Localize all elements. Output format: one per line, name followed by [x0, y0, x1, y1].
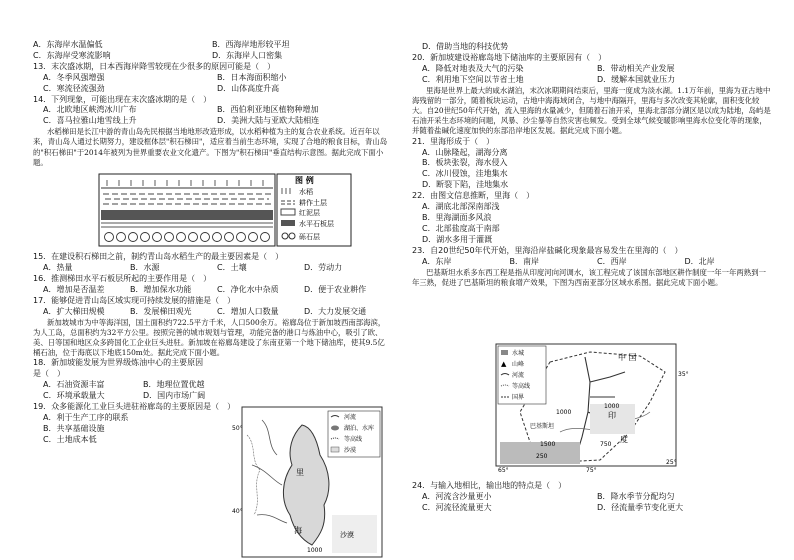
q17-stem: 17．能够促进青山岛区域实现可持续发展的措施是（ ）: [33, 295, 236, 305]
q21-option-b[interactable]: B．板块张裂，海水侵入: [422, 158, 508, 168]
q15-options: [33, 263, 391, 274]
passage-caspian: 里海是世界上最大的咸水湖泊，末次冰期期间结束后，里海一度成为淡水湖。1.1万年前，里海为亚古地中海残留的一部分，随着板块运动，古地中海海域闭合，与地中海隔开，里海与多次改变其轮廓，面积变化较大。自20世纪50年代开始，流入里海的水量减少，但随着石油开采，里海北部部分湖区是以成为陆地，岛屿是石油开采生态环境的问题，风暴、沙尘暴等自然灾害也频发。受到全球气候变暖影响里海水位变化等的现象，并随着盐碱化速度加快的东部沿岸地区发展。据此完成下面小题。: [412, 85, 771, 136]
q16-stem: 16．推测梯田水平石板层所起的主要作用是（ ）: [33, 273, 212, 283]
right-column: [412, 0, 772, 288]
label-china: 中 国: [618, 353, 637, 362]
q18-option-d[interactable]: D．国内市场广阔: [143, 391, 206, 401]
q12-option-c[interactable]: C．东海岸受寒流影响: [33, 50, 111, 60]
pk-legend-peak: 山峰: [512, 361, 525, 368]
q22-option-a[interactable]: A．湖底北部深南部浅: [422, 202, 500, 212]
q13-stem: 13．末次盛冰期，日本西海岸降雪较现在少很多的原因可能是（ ）: [33, 61, 276, 71]
q24-option-a[interactable]: A．河流含沙量更小: [422, 491, 492, 501]
q13-option-c[interactable]: C．寒流径流强劲: [43, 83, 105, 93]
q20-option-d[interactable]: D．缓解本国就业压力: [597, 74, 676, 84]
contour-1000-label: 1000: [307, 547, 323, 554]
q18-stem: 18．新加坡能发展为世界级炼油中心的主要原因: [33, 358, 204, 368]
q15-option-d[interactable]: D．劳动力: [304, 262, 343, 272]
q21-option-c[interactable]: C．冰川侵蚀，洼地集水: [422, 169, 508, 179]
svg-text:▲: ▲: [501, 360, 507, 368]
lat-50-label: 50°: [232, 425, 243, 432]
q23-stem: 23．自20世纪50年代开始，里海沿岸盐碱化现象最容易发生在里海的（ ）: [412, 245, 683, 255]
q22-option-c[interactable]: C．北部盐度高于南部: [422, 223, 500, 233]
label-1000b: 1000: [556, 409, 572, 416]
q16-option-c[interactable]: C．净化水中杂质: [217, 284, 279, 294]
q18-stem-cont: 是（ ）: [33, 369, 65, 379]
legend-topsoil: 耕作土层: [299, 199, 327, 208]
q13-options-row2: [33, 84, 391, 95]
q15-option-b[interactable]: B．水源: [130, 262, 160, 272]
q13-option-d[interactable]: D．山体高度升高: [217, 83, 280, 93]
q16-option-b[interactable]: B．增加保水功能: [130, 284, 192, 294]
q24-options: [412, 492, 772, 503]
caspian-sea-label-2: 海: [294, 526, 302, 535]
q23-option-a[interactable]: A．东岸: [422, 256, 452, 266]
q22-option-b[interactable]: B．里海湖面多风浪: [422, 212, 492, 222]
q12-options-row2: [33, 51, 391, 62]
q12-option-b[interactable]: B．西海岸地形较平坦: [212, 40, 290, 49]
q20-option-a[interactable]: A．降低对地表及大气的污染: [422, 63, 524, 73]
q19-option-d[interactable]: D．借助当地的科技优势: [422, 42, 509, 51]
q13-options: [33, 73, 391, 84]
lat-25-label: 25°: [666, 459, 677, 466]
legend-gravel: 砾石层: [299, 233, 320, 242]
legend-rice: 水稻: [299, 188, 313, 197]
q12-option-a[interactable]: A．东海岸水温偏低: [33, 40, 103, 49]
lat-35-label: 35°: [678, 371, 689, 378]
label-750: 750: [600, 441, 612, 448]
desert-label: 沙漠: [340, 531, 354, 539]
terrace-legend-title: 图 例: [295, 176, 314, 186]
map-legend-desert: 沙漠: [344, 447, 357, 454]
q16-option-a[interactable]: A．增加是否温差: [43, 284, 105, 294]
q23-options: [412, 257, 772, 268]
q24-option-b[interactable]: B．降水季节分配均匀: [597, 491, 675, 501]
label-india-2: 度: [620, 435, 628, 444]
legend-stoneslab: 水平石板层: [299, 220, 334, 229]
q23-option-c[interactable]: C．西岸: [597, 256, 627, 266]
passage-singapore: 新加坡城市为中等海洋国，国土面积约722.5平方千米，人口500余万。裕廊岛位于新加坡西南部海滨，为人工岛，总面积约为32平方公里。按照完善的城市规划与管理，功能完备的港口与炼油中心，吸引了欧、美、日等国和地区众多跨国化工企业巨头进驻。新加坡在裕廊岛建设了东南亚第一个地下储油库，使其9.5亿桶石油，位于海底以下地底150m处。据此完成下面小题。: [33, 317, 386, 358]
map-legend-contour: 等高线: [344, 436, 363, 443]
q12-options: [33, 40, 391, 51]
q24-option-c[interactable]: C．河流径流量更大: [422, 502, 492, 512]
q16-option-d[interactable]: D．便于农业耕作: [304, 284, 367, 294]
q16-options: [33, 285, 391, 296]
legend-redclay: 红泥层: [299, 209, 320, 218]
map-legend-lake: 湖泊、水库: [344, 425, 375, 432]
q17-option-b[interactable]: B．发展梯田观光: [130, 306, 192, 316]
q18-option-a[interactable]: A．石油资源丰富: [43, 380, 105, 390]
q20-options-row2: [412, 75, 772, 86]
left-column: [33, 0, 391, 446]
q20-option-c[interactable]: C．利用地下空间以节省土地: [422, 74, 524, 84]
label-250: 250: [536, 453, 548, 460]
q18-option-b[interactable]: B．地理位置优越: [143, 380, 205, 390]
q19-stem: 19．众多能源化工业巨头进驻裕廊岛的主要原因是（ ）: [33, 401, 236, 411]
passage-terraces: 水稻梯田是长江中游的青山岛先民根据当地地形改造形成，以水稻种植为主的复合农业系统。近百年以来，青山岛人通过长期努力，建设框体层"积石梯田"，适应着当前生态环境，实现了合地的粮食目标，青山岛的"积石梯田"于2014年被列为世界重要农业文化遗产。下图为"积石梯田"垂直结构示意图。据此完成下面小题。: [33, 127, 388, 167]
q21-option-a[interactable]: A．山脉隆起，湖海分离: [422, 147, 508, 157]
q22-stem: 22．由图文信息推断，里海（ ）: [412, 191, 535, 201]
caspian-map: [232, 405, 392, 560]
q24-stem: 24．与输入地相比，输出地的特点是（ ）: [412, 481, 567, 490]
lon-75-label: 75°: [586, 467, 597, 474]
q20-stem: 20．新加坡建设裕廊岛地下储油库的主要原因有（ ）: [412, 52, 607, 62]
label-1500: 1500: [540, 441, 556, 448]
q24-block: [412, 481, 772, 514]
q14-option-a[interactable]: A．北欧地区峡湾冰川广布: [43, 105, 137, 115]
map-legend-river: 河流: [344, 414, 357, 421]
q22-option-d[interactable]: D．湖水多用于灌溉: [422, 234, 493, 244]
q14-stem: 14．下列现象，可能出现在末次盛冰期的是（ ）: [33, 94, 212, 104]
q17-options: [33, 307, 391, 318]
q12-option-d[interactable]: D．东海岸人口密集: [212, 50, 283, 60]
lat-40-label: 40°: [232, 508, 243, 515]
pakistan-map: [490, 342, 690, 474]
label-india: 印: [608, 411, 616, 420]
q20-options: [412, 64, 772, 75]
q14-options-row2: [33, 116, 391, 127]
q24-options-row2: [412, 503, 772, 514]
pk-legend-water: 水城: [512, 350, 525, 357]
label-1000: 1000: [604, 403, 620, 410]
caspian-sea-label: 里: [296, 468, 304, 477]
passage-pakistan: 巴基斯坦水系多东西工程是指从印度河向河调水，该工程完成了该国东部地区耕作制度一年一年两熟到一年三熟，促进了巴基斯坦的粮食增产效果，下图为西南亚部分区域水系图。据此完成下面小题。: [412, 267, 766, 287]
q18-option-c[interactable]: C．环境承载量大: [43, 391, 105, 401]
terrace-diagram: [33, 168, 391, 252]
q19-option-b[interactable]: B．共享基础设施: [43, 423, 105, 433]
q18-options-row2: [33, 391, 243, 402]
q18-options: [33, 380, 243, 391]
q17-option-a[interactable]: A．扩大梯田规模: [43, 306, 105, 316]
pk-legend-contour: 等高线: [512, 383, 531, 390]
q15-option-a[interactable]: A．热量: [43, 262, 73, 272]
q19-option-a[interactable]: A．利于生产工序的联系: [43, 412, 129, 422]
q14-options: [33, 105, 391, 116]
q13-option-b[interactable]: B．日本海面积缩小: [217, 72, 287, 82]
q24-option-d[interactable]: D．径流量季节变化更大: [597, 502, 684, 512]
q14-option-c[interactable]: C．喜马拉雅山地雪线上升: [43, 116, 137, 126]
q23-option-d[interactable]: D．北岸: [684, 256, 715, 266]
q17-option-c[interactable]: C．增加人口数量: [217, 306, 279, 316]
q21-stem: 21．里海形成于（ ）: [412, 136, 495, 146]
q13-option-a[interactable]: A．冬季风强增强: [43, 72, 105, 82]
q21-option-d[interactable]: D．断裂下陷，洼地集水: [422, 180, 509, 190]
lon-65-label: 65°: [498, 467, 509, 474]
q17-option-d[interactable]: D．大力发展交通: [304, 306, 367, 316]
terrace-figure: [33, 168, 391, 252]
q15-option-c[interactable]: C．土壤: [217, 262, 247, 272]
q15-stem: 15．在建设积石梯田之前，制约青山岛水稻生产的最主要因素是（ ）: [33, 252, 284, 262]
q23-option-b[interactable]: B．南岸: [509, 256, 539, 266]
q19-option-c[interactable]: C．土地成本低: [43, 434, 97, 444]
pk-legend-river: 河流: [512, 372, 525, 379]
pk-legend-border: 国界: [512, 394, 525, 401]
q14-option-d[interactable]: D．美洲大陆与亚欧大陆相连: [217, 116, 320, 126]
label-pakistan: 巴基斯坦: [530, 423, 555, 430]
q20-option-b[interactable]: B．带动相关产业发展: [597, 63, 675, 73]
q14-option-b[interactable]: B．西伯利亚地区植物种增加: [217, 105, 319, 115]
